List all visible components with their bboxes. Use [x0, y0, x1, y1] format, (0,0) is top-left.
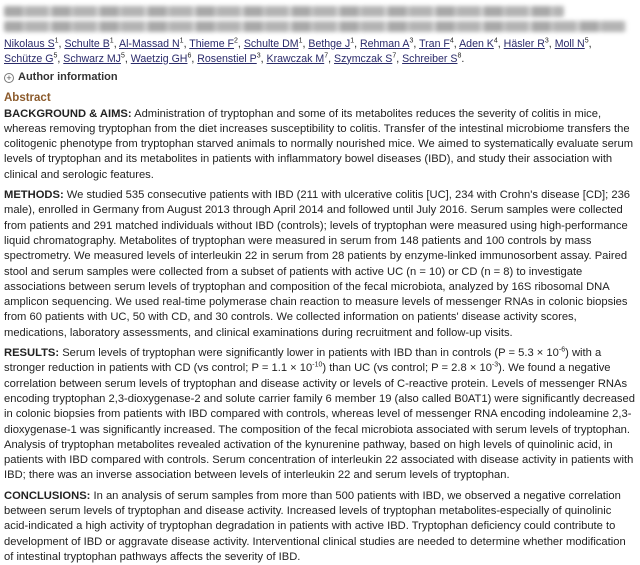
author-link[interactable]: Schütze G [4, 52, 54, 65]
abstract-methods [4, 188, 636, 341]
results-label: RESULTS: [4, 347, 60, 360]
author-link[interactable]: Thieme F [189, 38, 235, 50]
affiliation-number: 6 [187, 51, 192, 59]
author-link[interactable]: Bethge J [308, 38, 351, 50]
author-entry [402, 53, 461, 65]
author-entry [504, 38, 549, 50]
methods-label: METHODS: [4, 189, 64, 202]
author-entry [555, 38, 589, 50]
author-link[interactable]: Al-Massad N [119, 38, 180, 50]
expand-plus-icon[interactable]: + [4, 73, 14, 83]
author-link[interactable]: Rosenstiel P [197, 52, 257, 65]
affiliation-number: 5 [584, 37, 589, 45]
author-link[interactable]: Tran F [419, 38, 450, 50]
author-entry [267, 53, 329, 65]
author-entry [459, 38, 498, 50]
affiliation-number: 1 [350, 37, 355, 45]
author-link[interactable]: Aden K [459, 38, 494, 50]
author-entry [419, 38, 454, 50]
author-link[interactable]: Schulte DM [243, 38, 299, 50]
author-entry [63, 53, 125, 65]
abstract-background [4, 107, 636, 183]
affiliation-number: 5 [120, 51, 125, 59]
background-text: Administration of tryptophan and some of its metabolites reduces the severity of colitis in mice, whereas removing tryptophan from the diet increases susceptibility to colitis. Transfer of the intestinal microbiome transfers the colitogenic phenotype from tryptophan starved animals to normally nourished mice. We aimed to systematically evaluate serum levels of tryptophan and its metabolites in patients with inflammatory bowel diseases (IBD), and study their association with clinical and serologic features. [4, 107, 634, 181]
author-link[interactable]: Moll N [554, 38, 585, 50]
results-text-4: ). We found a negative correlation between serum levels of tryptophan and disease activity or levels of C-reactive protein. Levels of messenger RNAs encoding tryptophan 2,3-dioxygenase-2 and solute carrier family 6 member 19 (also called B0AT1) were significantly decreased in colonic biopsies from patients with IBD compared with controls, whereas level of messenger RNA encoding indoleamine 2,3-dioxygenase-1 was significantly increased. The composition of the fecal microbiota associated with serum levels of tryptophan. Analysis of tryptophan metabolites revealed activation of the kynurenine pathway, based on high levels of quinolinic acid, in patients with IBD compared with controls. Serum concentration of interleukin 22 associated with disease activity in patients with IBD; there was an inverse association between levels of interleukin 22 and serum levels of tryptophan. [4, 362, 635, 482]
author-entry [4, 53, 57, 65]
author-entry [64, 38, 113, 50]
author-entry [119, 38, 184, 50]
affiliation-number: 8 [457, 51, 462, 59]
results-exponent-3: -3 [491, 361, 499, 369]
affiliation-number: 3 [256, 51, 261, 59]
author-link[interactable]: Schulte B [64, 38, 110, 50]
author-entry [360, 38, 413, 50]
abstract-conclusions [4, 489, 636, 565]
author-entry [244, 38, 303, 50]
author-entry [308, 38, 354, 50]
abstract-results [4, 346, 636, 484]
abstract-heading: Abstract [4, 92, 51, 105]
author-link[interactable]: Nikolaus S [4, 38, 55, 50]
author-list: Nikolaus $S^1$, Schulte $B^1$, Al-Massad $N^1$, Thieme $F^2$, Schulte $DM^1$, Bethge $J^1$, Rehman $A^3$, Tran $F^4$, Aden $K^4$, Häsler $R^3$, Moll $N^5$, Schütze $G^5$, Schwarz $MJ^5$, Waetzig $GH^6$, Rosenstiel $P^3$, Krawczak $M^7$, Szymczak $S^7$, Schreiber $S^8$. [4, 37, 592, 65]
affiliation-number: 1 [109, 37, 114, 45]
author-link[interactable]: Häsler R [503, 38, 545, 50]
results-text-2: ) with a stronger reduction in patients with CD (vs control; P = 1.1 × 10 [4, 347, 602, 375]
affiliation-number: 4 [449, 37, 454, 45]
author-entry [197, 53, 260, 65]
affiliation-number: 3 [544, 37, 549, 45]
author-entry [189, 38, 238, 50]
results-text-3: ) than UC (vs control; P = 2.8 × 10 [322, 362, 492, 375]
author-link[interactable]: Szymczak S [334, 52, 393, 65]
author-link[interactable]: Waetzig GH [130, 52, 188, 65]
author-link[interactable]: Krawczak M [266, 52, 325, 65]
affiliation-number: 1 [298, 37, 303, 45]
affiliation-number: 7 [392, 51, 397, 59]
results-text-1: Serum levels of tryptophan were significantly lower in patients with IBD than in controls (P = 5.3 × 10 [59, 347, 559, 360]
blurred-title-line [4, 6, 564, 17]
author-link[interactable]: Schreiber S [402, 52, 458, 65]
affiliation-number: 7 [324, 51, 329, 59]
author-information-toggle[interactable] [4, 70, 636, 85]
affiliation-number: 4 [493, 37, 498, 45]
affiliation-number: 1 [179, 37, 184, 45]
conclusions-text: In an analysis of serum samples from more than 500 patients with IBD, we observed a negative correlation between serum levels of tryptophan and disease activity. Increased levels of tryptophan metabolites-especially of quinolinic acid-indicated a high activity of tryptophan degradation in patients with active IBD. Tryptophan deficiency could contribute to development of IBD or aggravate disease activity. Interventional clinical studies are needed to determine whether modification of intestinal tryptophan pathways affects the severity of IBD. [4, 489, 626, 563]
background-label: BACKGROUND & AIMS: [4, 107, 132, 120]
conclusions-label: CONCLUSIONS: [4, 489, 91, 502]
affiliation-number: 1 [54, 37, 59, 45]
results-exponent-1: -6 [558, 346, 566, 354]
methods-text: We studied 535 consecutive patients with IBD (211 with ulcerative colitis [UC], 234 with Crohn's disease [CD]; 236 male), enrolled in Germany from August 2013 through April 2014 and followed until July 2016. Serum samples were collected from patients and 291 matched individuals without IBD (controls); levels of tryptophan were measured using high-performance liquid chromatography. Metabolites of tryptophan were measured in serum from 148 patients and 100 controls by mass spectrometry. We measured levels of interleukin 22 in serum from 28 patients by enzyme-linked immunosorbent assay. Paired stool and serum samples were collected from a subset of patients with active UC (n = 10) or CD (n = 8) to investigate associations between serum levels of tryptophan and composition of the fecal microbiota, analyzed by 16S ribosomal DNA amplicon sequencing. We used real-time polymerase chain reaction to measure levels of messenger RNAs in colonic biopsies from 60 patients with UC, 50 with CD, and 30 controls. We collected information on patients' disease activity scores, medications, laboratory assessments, and clinical examinations during recruitment and follow-up visits. [4, 189, 631, 339]
blurred-title-line [4, 21, 626, 32]
results-exponent-2: -10 [312, 361, 323, 369]
author-information-label[interactable]: Author information [18, 71, 118, 83]
author-entry [4, 38, 59, 50]
author-link[interactable]: Rehman A [360, 38, 410, 50]
author-entry [131, 53, 192, 65]
author-entry [334, 53, 396, 65]
affiliation-number: 3 [409, 37, 414, 45]
author-link[interactable]: Schwarz MJ [63, 52, 121, 65]
affiliation-number: 5 [53, 51, 58, 59]
affiliation-number: 2 [234, 37, 238, 45]
